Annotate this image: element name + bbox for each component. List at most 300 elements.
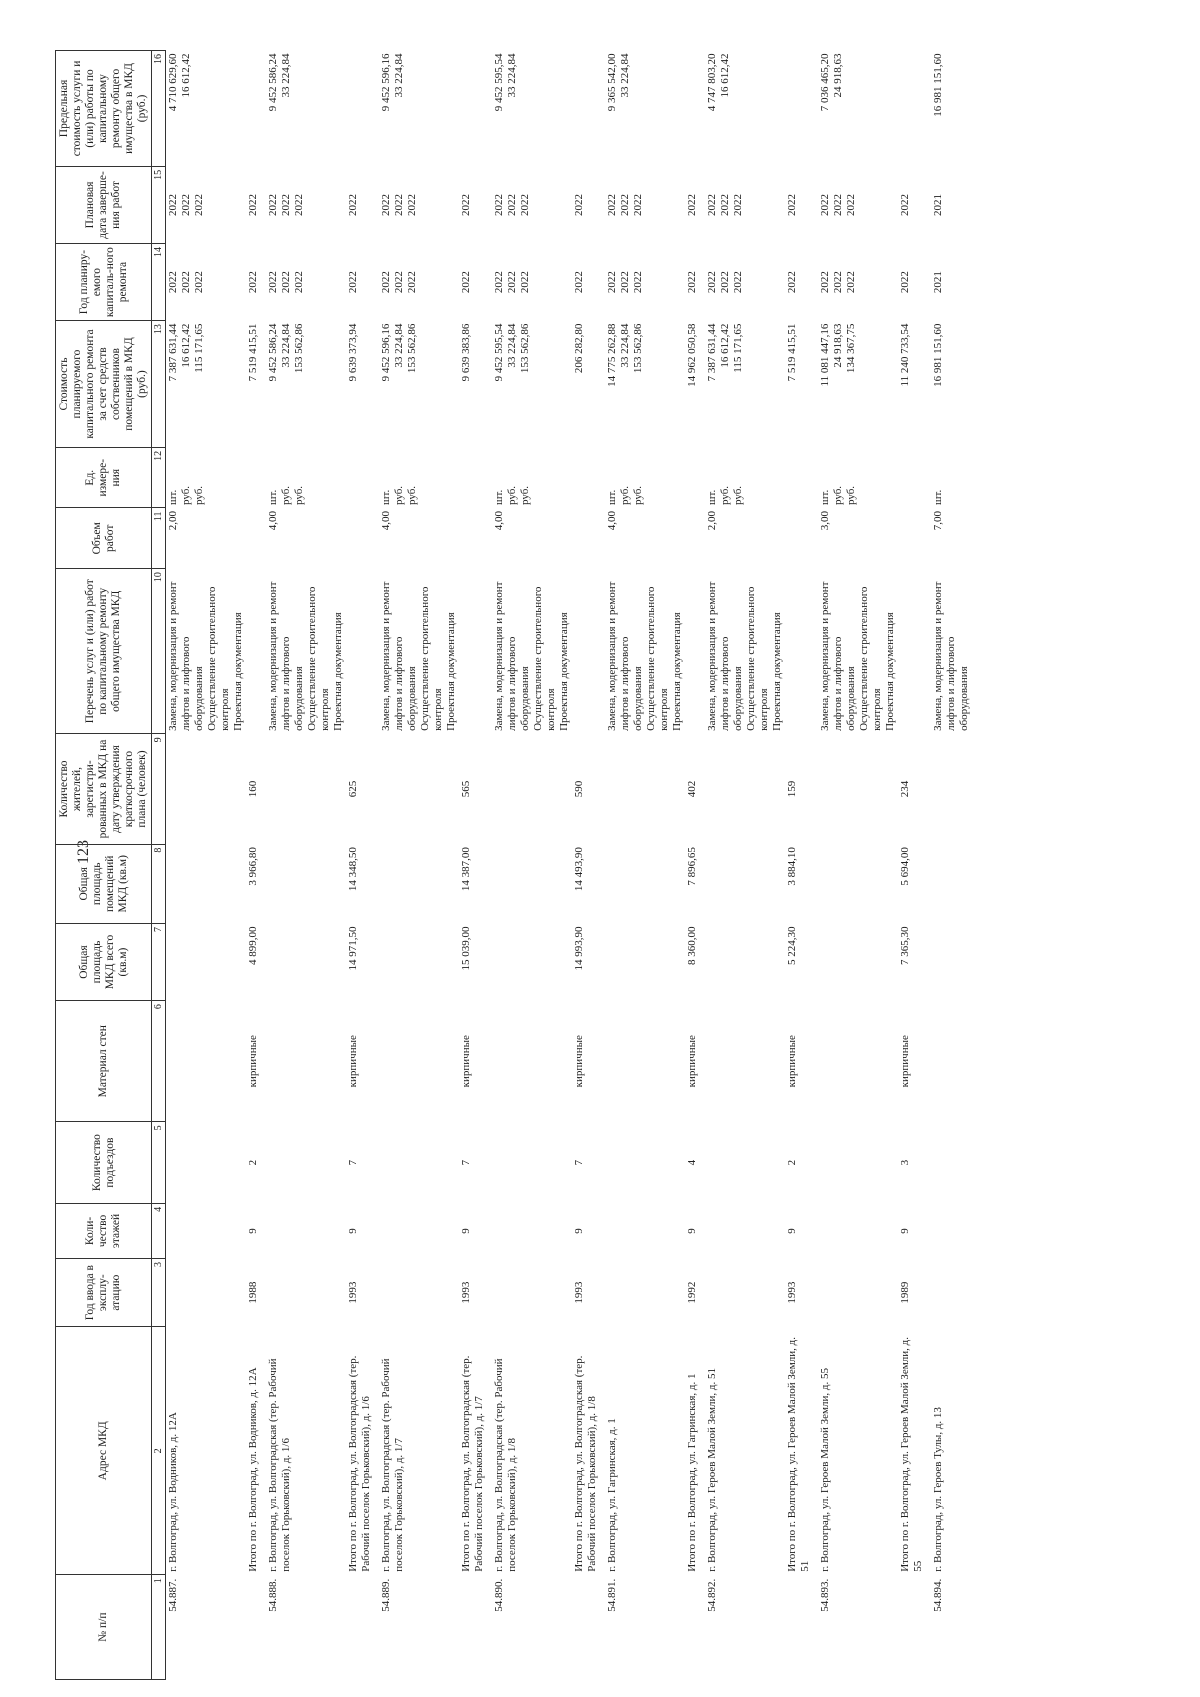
work-item: Проектная документация	[771, 612, 783, 731]
total-plan-year: 2022	[686, 271, 698, 294]
plan-year-cell	[818, 244, 898, 321]
item-row	[931, 51, 972, 1680]
total-plan-date: 2022	[573, 193, 585, 216]
limit-cost: 9 365 542,00	[606, 53, 618, 112]
unit: руб.	[193, 485, 205, 505]
total-label: Итого по г. Волгоград, ул. Героев Малой Земли, д. 55	[899, 1337, 924, 1572]
plan-date: 2022	[267, 193, 279, 216]
total-row	[246, 51, 266, 1680]
work-item: Осуществление строительного контроля	[745, 586, 770, 731]
column-number: 5	[152, 1122, 166, 1204]
total-cost: 206 282,80	[573, 323, 585, 374]
column-header: Материал стен	[56, 1001, 152, 1122]
limit-cost: 24 918,63	[832, 53, 844, 98]
empty-cell	[705, 1122, 785, 1204]
premises-area: 14 493,90	[573, 847, 585, 892]
plan-date-cell	[379, 166, 459, 243]
total-row	[785, 51, 818, 1680]
plan-year: 2022	[706, 271, 718, 294]
empty-cell	[492, 734, 572, 844]
empty-cell	[685, 569, 705, 734]
empty-cell	[898, 447, 931, 508]
work-item-cell	[166, 569, 247, 734]
plan-year: 2022	[832, 271, 844, 294]
total-plan-year: 2022	[460, 271, 472, 294]
empty-cell	[898, 508, 931, 569]
column-number: 13	[152, 321, 166, 448]
address: г. Волгоград, ул. Волгоградская (тер. Рабочий поселок Горьковский), д. 1/7	[380, 1358, 405, 1572]
limit-cost-cell	[931, 51, 972, 167]
unit-cell	[931, 447, 972, 508]
empty-cell	[492, 923, 572, 1000]
unit: шт.	[819, 489, 831, 505]
plan-date: 2022	[706, 193, 718, 216]
empty-cell	[346, 569, 379, 734]
address: г. Волгоград, ул. Героев Тулы, д. 13	[932, 1407, 944, 1572]
plan-date: 2022	[732, 193, 744, 216]
column-number: 1	[152, 1575, 166, 1680]
entrances: 2	[247, 1159, 259, 1166]
empty-cell	[931, 734, 972, 844]
unit: руб.	[406, 485, 418, 505]
plan-date: 2022	[832, 193, 844, 216]
column-header: Плановая дата заверше-ния работ	[56, 166, 152, 243]
limit-cost-cell	[266, 51, 346, 167]
empty-cell	[266, 1122, 346, 1204]
plan-year: 2022	[393, 271, 405, 294]
empty-cell	[898, 569, 931, 734]
empty-cell	[705, 1258, 785, 1326]
cost: 9 452 595,54	[493, 323, 505, 382]
limit-cost-cell	[379, 51, 459, 167]
empty-cell	[685, 1575, 705, 1680]
empty-cell	[266, 1001, 346, 1122]
item-row	[818, 51, 898, 1680]
unit: шт.	[706, 489, 718, 505]
unit: шт.	[606, 489, 618, 505]
empty-cell	[572, 447, 605, 508]
total-cost: 7 519 415,51	[247, 323, 259, 382]
empty-cell	[246, 569, 266, 734]
empty-cell	[572, 508, 605, 569]
limit-cost: 16 981 151,60	[932, 53, 944, 117]
unit: руб.	[519, 485, 531, 505]
column-number: 4	[152, 1203, 166, 1258]
premises-area: 3 884,10	[786, 847, 798, 886]
plan-date-cell	[166, 166, 247, 243]
unit-cell	[705, 447, 785, 508]
column-number: 9	[152, 734, 166, 844]
plan-year-cell	[931, 244, 972, 321]
premises-area: 14 387,00	[460, 847, 472, 892]
column-header: Адрес МКД	[56, 1327, 152, 1575]
unit-cell	[818, 447, 898, 508]
address: г. Волгоград, ул. Гагринская, д. 1	[606, 1418, 618, 1572]
empty-cell	[705, 923, 785, 1000]
empty-cell	[166, 844, 247, 923]
volume-cell	[166, 508, 247, 569]
cost: 33 224,84	[506, 323, 518, 368]
total-label: Итого по г. Волгоград, ул. Героев Малой Земли, д. 51	[786, 1337, 811, 1572]
plan-date: 2022	[619, 193, 631, 216]
empty-cell	[346, 447, 379, 508]
volume-cell	[492, 508, 572, 569]
total-row	[572, 51, 605, 1680]
empty-cell	[346, 508, 379, 569]
plan-date: 2022	[493, 193, 505, 216]
work-item: Замена, модернизация и ремонт лифтов и лифтового оборудования	[706, 581, 744, 731]
limit-cost: 16 612,42	[719, 53, 731, 98]
column-header: Общая площадь помещений МКД (кв.м)	[56, 844, 152, 923]
wall-material: кирпичные	[899, 1035, 911, 1088]
empty-cell	[266, 734, 346, 844]
unit: шт.	[932, 489, 944, 505]
empty-cell	[605, 923, 685, 1000]
cost-cell	[266, 321, 346, 448]
plan-date-cell	[492, 166, 572, 243]
entrances: 4	[686, 1159, 698, 1166]
empty-cell	[785, 508, 818, 569]
unit: руб.	[506, 485, 518, 505]
empty-cell	[898, 1575, 931, 1680]
empty-cell	[166, 1258, 247, 1326]
commission-year: 1993	[347, 1281, 359, 1304]
column-header: Ед. измере-ния	[56, 447, 152, 508]
total-label: Итого по г. Волгоград, ул. Волгоградская (тер. Рабочий поселок Горьковский), д. 1/8	[573, 1355, 598, 1572]
volume-cell	[705, 508, 785, 569]
plan-year: 2022	[193, 271, 205, 294]
plan-year: 2022	[732, 271, 744, 294]
empty-cell	[818, 844, 898, 923]
residents: 565	[460, 780, 472, 798]
unit: руб.	[293, 485, 305, 505]
unit-cell	[266, 447, 346, 508]
plan-year: 2022	[506, 271, 518, 294]
empty-cell	[605, 1258, 685, 1326]
empty-cell	[785, 447, 818, 508]
empty-cell	[605, 1122, 685, 1204]
column-header: Количество жителей, зарегистри-рованных в МКД на дату утверждения краткосрочного плана (человек)	[56, 734, 152, 844]
work-item: Осуществление строительного контроля	[206, 586, 231, 731]
unit: шт.	[493, 489, 505, 505]
commission-year: 1993	[573, 1281, 585, 1304]
address-cell	[705, 1327, 785, 1612]
address-cell	[931, 1327, 972, 1612]
plan-date: 2021	[932, 193, 944, 216]
capital-repair-table	[55, 50, 972, 1680]
commission-year: 1992	[686, 1281, 698, 1304]
cost: 7 387 631,44	[167, 323, 179, 382]
unit: руб.	[619, 485, 631, 505]
column-number: 14	[152, 244, 166, 321]
cost: 33 224,84	[393, 323, 405, 368]
work-item: Проектная документация	[558, 612, 570, 731]
row-number: 54.890.	[493, 1578, 505, 1612]
plan-year: 2022	[167, 271, 179, 294]
limit-cost: 9 452 596,16	[380, 53, 392, 112]
total-plan-date: 2022	[460, 193, 472, 216]
floors: 9	[460, 1228, 472, 1234]
cost: 153 562,86	[632, 323, 644, 374]
empty-cell	[572, 51, 605, 167]
address-cell	[166, 1327, 247, 1612]
limit-cost-cell	[705, 51, 785, 167]
floors: 9	[247, 1228, 259, 1234]
empty-cell	[931, 1258, 972, 1326]
row-number: 54.894.	[932, 1578, 944, 1612]
work-item: Замена, модернизация и ремонт лифтов и лифтового оборудования	[932, 581, 970, 731]
total-row	[459, 51, 492, 1680]
work-item-cell	[379, 569, 459, 734]
plan-date: 2022	[819, 193, 831, 216]
empty-cell	[705, 734, 785, 844]
empty-cell	[246, 1575, 266, 1680]
empty-cell	[166, 734, 247, 844]
plan-year: 2022	[280, 271, 292, 294]
empty-cell	[379, 1258, 459, 1326]
total-plan-year: 2022	[786, 271, 798, 294]
plan-year: 2022	[845, 271, 857, 294]
column-header: Перечень услуг и (или) работ по капитальному ремонту общего имущества МКД	[56, 569, 152, 734]
total-row	[346, 51, 379, 1680]
empty-cell	[931, 1122, 972, 1204]
work-item: Проектная документация	[232, 612, 244, 731]
item-row	[492, 51, 572, 1680]
empty-cell	[572, 569, 605, 734]
empty-cell	[166, 1203, 247, 1258]
empty-cell	[459, 508, 492, 569]
total-cost: 9 639 373,94	[347, 323, 359, 382]
cost-cell	[931, 321, 972, 448]
plan-year: 2022	[632, 271, 644, 294]
cost: 24 918,63	[832, 323, 844, 368]
plan-year-cell	[705, 244, 785, 321]
plan-year-cell	[605, 244, 685, 321]
limit-cost-cell	[818, 51, 898, 167]
work-item: Замена, модернизация и ремонт лифтов и лифтового оборудования	[493, 581, 531, 731]
column-header: № п/п	[56, 1575, 152, 1680]
cost-cell	[818, 321, 898, 448]
empty-cell	[492, 1258, 572, 1326]
empty-cell	[931, 1001, 972, 1122]
total-plan-date: 2022	[247, 193, 259, 216]
empty-cell	[605, 1001, 685, 1122]
volume: 7,00	[932, 511, 944, 531]
empty-cell	[379, 844, 459, 923]
plan-year-cell	[379, 244, 459, 321]
item-row	[166, 51, 247, 1680]
wall-material: кирпичные	[686, 1035, 698, 1088]
total-cost: 9 639 383,86	[460, 323, 472, 382]
plan-year: 2022	[719, 271, 731, 294]
address: г. Волгоград, ул. Водников, д. 12А	[167, 1412, 179, 1572]
empty-cell	[379, 923, 459, 1000]
empty-cell	[818, 734, 898, 844]
cost: 14 775 262,88	[606, 323, 618, 387]
empty-cell	[492, 844, 572, 923]
cost: 16 981 151,60	[932, 323, 944, 387]
plan-year-cell	[266, 244, 346, 321]
empty-cell	[492, 1203, 572, 1258]
limit-cost: 33 224,84	[393, 53, 405, 98]
volume-cell	[931, 508, 972, 569]
plan-date-cell	[818, 166, 898, 243]
entrances: 2	[786, 1159, 798, 1166]
item-row	[605, 51, 685, 1680]
limit-cost: 4 710 629,60	[167, 53, 179, 112]
plan-year: 2022	[519, 271, 531, 294]
column-header: Год планиру-емого капиталь-ного ремонта	[56, 244, 152, 321]
cost: 11 081 447,16	[819, 323, 831, 387]
work-item: Замена, модернизация и ремонт лифтов и лифтового оборудования	[819, 581, 857, 731]
empty-cell	[266, 923, 346, 1000]
total-plan-date: 2022	[899, 193, 911, 216]
unit: руб.	[832, 485, 844, 505]
work-item-cell	[818, 569, 898, 734]
cost: 153 562,86	[406, 323, 418, 374]
empty-cell	[685, 447, 705, 508]
volume: 2,00	[706, 511, 718, 531]
entrances: 7	[460, 1159, 472, 1166]
empty-cell	[785, 1575, 818, 1680]
work-item: Проектная документация	[332, 612, 344, 731]
plan-date: 2022	[506, 193, 518, 216]
plan-date: 2022	[293, 193, 305, 216]
empty-cell	[572, 1575, 605, 1680]
cost: 16 612,42	[180, 323, 192, 368]
unit: руб.	[719, 485, 731, 505]
residents: 625	[347, 780, 359, 798]
unit: руб.	[180, 485, 192, 505]
plan-date: 2022	[606, 193, 618, 216]
address: г. Волгоград, ул. Волгоградская (тер. Рабочий поселок Горьковский), д. 1/8	[493, 1358, 518, 1572]
wall-material: кирпичные	[347, 1035, 359, 1088]
limit-cost: 4 747 803,20	[706, 53, 718, 112]
commission-year: 1993	[786, 1281, 798, 1304]
limit-cost-cell	[605, 51, 685, 167]
plan-date: 2022	[519, 193, 531, 216]
empty-cell	[266, 1203, 346, 1258]
volume: 3,00	[819, 511, 831, 531]
work-item: Осуществление строительного контроля	[532, 586, 557, 731]
item-row	[705, 51, 785, 1680]
total-plan-year: 2022	[347, 271, 359, 294]
plan-date-cell	[931, 166, 972, 243]
empty-cell	[931, 923, 972, 1000]
column-index-row	[152, 51, 166, 1680]
residents: 402	[686, 780, 698, 798]
limit-cost-cell	[166, 51, 247, 167]
volume-cell	[379, 508, 459, 569]
address-cell	[492, 1327, 572, 1612]
total-plan-date: 2022	[686, 193, 698, 216]
premises-area: 5 694,00	[899, 847, 911, 886]
row-number: 54.888.	[267, 1578, 279, 1612]
work-item-cell	[492, 569, 572, 734]
cost: 115 171,65	[193, 323, 205, 373]
column-number: 8	[152, 844, 166, 923]
plan-date: 2022	[380, 193, 392, 216]
total-plan-date: 2022	[786, 193, 798, 216]
limit-cost: 7 036 465,20	[819, 53, 831, 112]
empty-cell	[346, 1575, 379, 1680]
empty-cell	[605, 844, 685, 923]
plan-year-cell	[492, 244, 572, 321]
cost: 16 612,42	[719, 323, 731, 368]
empty-cell	[379, 1203, 459, 1258]
limit-cost: 16 612,42	[180, 53, 192, 98]
plan-year: 2021	[932, 271, 944, 294]
total-area: 14 971,50	[347, 926, 359, 971]
cost: 153 562,86	[293, 323, 305, 374]
empty-cell	[898, 51, 931, 167]
empty-cell	[459, 1575, 492, 1680]
empty-cell	[705, 1001, 785, 1122]
unit: руб.	[845, 485, 857, 505]
plan-year: 2022	[267, 271, 279, 294]
column-header: Год ввода в эксплу-атацию	[56, 1258, 152, 1326]
empty-cell	[705, 1203, 785, 1258]
empty-cell	[931, 1203, 972, 1258]
page-number: 123	[75, 840, 92, 864]
floors: 9	[686, 1228, 698, 1234]
total-area: 4 899,00	[247, 926, 259, 965]
volume: 4,00	[606, 511, 618, 531]
premises-area: 3 966,80	[247, 847, 259, 886]
column-number: 10	[152, 569, 166, 734]
total-plan-year: 2022	[247, 271, 259, 294]
wall-material: кирпичные	[573, 1035, 585, 1088]
plan-date: 2022	[845, 193, 857, 216]
floors: 9	[573, 1228, 585, 1234]
total-plan-date: 2022	[347, 193, 359, 216]
empty-cell	[785, 51, 818, 167]
empty-cell	[166, 1122, 247, 1204]
work-item: Осуществление строительного контроля	[645, 586, 670, 731]
unit: руб.	[732, 485, 744, 505]
plan-year: 2022	[606, 271, 618, 294]
commission-year: 1989	[899, 1281, 911, 1304]
header-row	[56, 51, 152, 1680]
empty-cell	[492, 1122, 572, 1204]
volume: 2,00	[167, 511, 179, 531]
empty-cell	[379, 734, 459, 844]
column-number: 12	[152, 447, 166, 508]
work-item-cell	[931, 569, 972, 734]
work-item: Замена, модернизация и ремонт лифтов и лифтового оборудования	[267, 581, 305, 731]
total-area: 8 360,00	[686, 926, 698, 965]
cost: 153 562,86	[519, 323, 531, 374]
unit-cell	[492, 447, 572, 508]
row-number: 54.891.	[606, 1578, 618, 1612]
entrances: 3	[899, 1159, 911, 1166]
plan-year-cell	[166, 244, 247, 321]
total-area: 7 365,30	[899, 926, 911, 965]
limit-cost: 33 224,84	[280, 53, 292, 98]
plan-date: 2022	[280, 193, 292, 216]
floors: 9	[347, 1228, 359, 1234]
unit: шт.	[267, 489, 279, 505]
empty-cell	[379, 1122, 459, 1204]
address-cell	[266, 1327, 346, 1612]
plan-year: 2022	[293, 271, 305, 294]
address-cell	[379, 1327, 459, 1612]
total-cost: 7 519 415,51	[786, 323, 798, 382]
column-header: Количество подъездов	[56, 1122, 152, 1204]
column-number: 16	[152, 51, 166, 167]
row-number: 54.892.	[706, 1578, 718, 1612]
wall-material: кирпичные	[786, 1035, 798, 1088]
